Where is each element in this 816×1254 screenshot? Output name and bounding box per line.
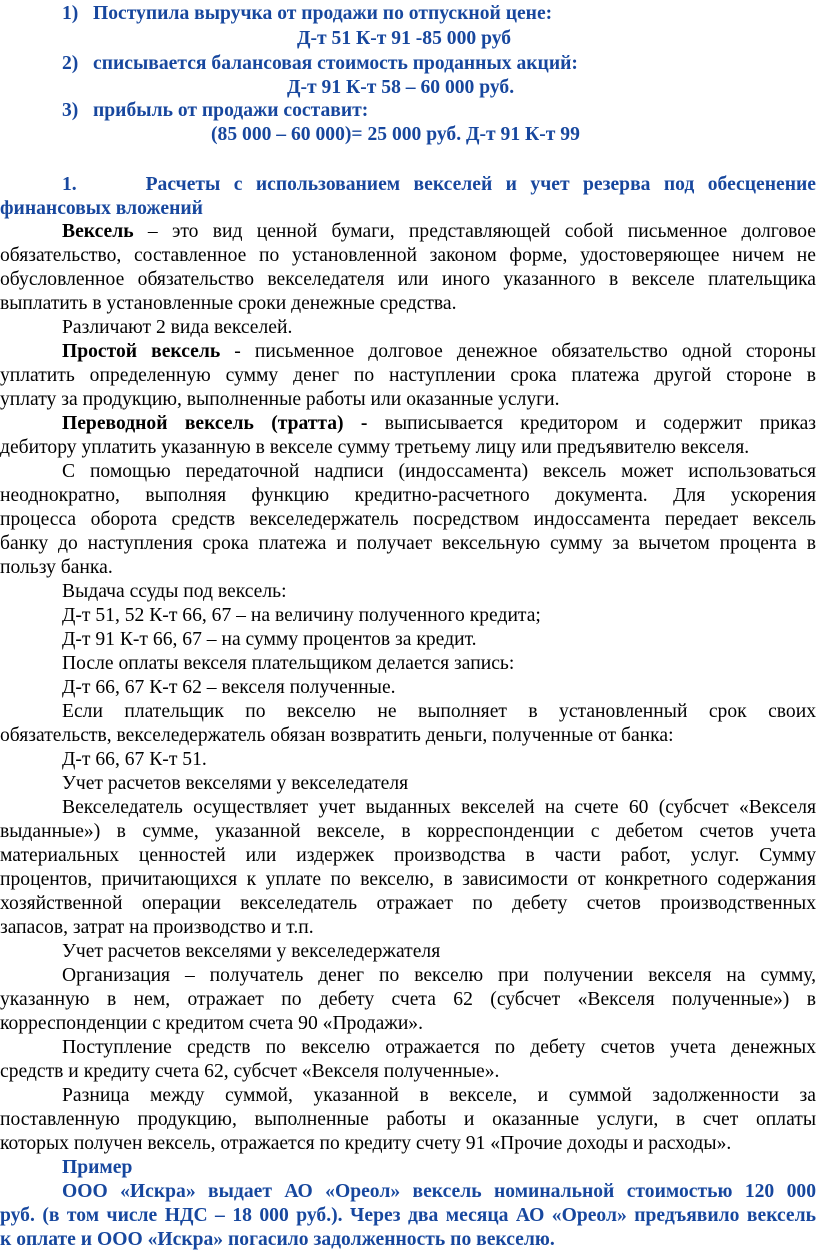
list-text: Поступила выручка от продажи по отпускной цене: bbox=[93, 3, 553, 24]
term: Переводной вексель (тратта) - bbox=[62, 413, 368, 434]
paragraph-line: Переводной вексель (тратта) - выписывается кредитором и содержит приказ bbox=[62, 413, 816, 434]
list-text: списывается балансовая стоимость проданных акций: bbox=[93, 53, 578, 74]
paragraph-line: обязательство, составленное по установленной законом форме, удостоверяющее ничем не bbox=[0, 245, 816, 266]
example-title: Пример bbox=[62, 1157, 133, 1178]
term: Вексель bbox=[62, 221, 134, 242]
paragraph-line: которых получен вексель, отражается по кредиту счету 91 «Прочие доходы и расходы». bbox=[0, 1133, 732, 1154]
paragraph-line: выплатить в установленные сроки денежные средства. bbox=[0, 293, 457, 314]
paragraph-line: обязательств, векселедержатель обязан возвратить деньги, полученные от банка: bbox=[0, 725, 674, 746]
paragraph-line: Если плательщик по векселю не выполняет в установленный срок своих bbox=[62, 701, 816, 722]
example-line: ООО «Искра» выдает АО «Ореол» вексель номинальной стоимостью 120 000 bbox=[62, 1181, 816, 1202]
paragraph-line: После оплаты векселя плательщиком делается запись: bbox=[62, 653, 515, 674]
paragraph-line: неоднократно, выполняя функцию кредитно-расчетного документа. Для ускорения bbox=[0, 485, 816, 506]
list-number: 2) bbox=[62, 53, 79, 74]
journal-entry: Д-т 51 К-т 91 -85 000 руб bbox=[297, 28, 512, 49]
paragraph-line: процесса оборота средств векселедержатель посредством индоссамента передает вексель bbox=[0, 509, 816, 530]
section-number: 1. bbox=[62, 174, 77, 195]
list-text: прибыль от продажи составит: bbox=[93, 100, 369, 121]
paragraph-line: обусловленное обязательство векселедателя или иного указанного в векселе плательщика bbox=[0, 269, 816, 290]
paragraph-line: указанную в нем, отражает по дебету счета 62 (субсчет «Векселя полученные») в bbox=[0, 989, 816, 1010]
paragraph-line: корреспонденции с кредитом счета 90 «Продажи». bbox=[0, 1013, 424, 1034]
paragraph-line: средств и кредиту счета 62, субсчет «Векселя полученные». bbox=[0, 1061, 500, 1082]
paragraph-line: хозяйственной операции векселедатель отражает по дебету счетов производственных bbox=[0, 893, 816, 914]
paragraph-line: Вексель – это вид ценной бумаги, представляющей собой письменное долговое bbox=[62, 221, 816, 242]
list-number: 3) bbox=[62, 100, 79, 121]
paragraph-line: банку до наступления срока платежа и получает вексельную сумму за вычетом процента в bbox=[0, 533, 816, 554]
subsection-title: Учет расчетов векселями у векселедержателя bbox=[62, 941, 441, 962]
paragraph-line: Д-т 91 К-т 66, 67 – на сумму процентов за кредит. bbox=[62, 629, 477, 650]
term: Простой вексель bbox=[62, 341, 221, 362]
paragraph-line: процентов, причитающихся к уплате по векселю, в зависимости от конкретного содержания bbox=[0, 869, 816, 890]
paragraph-line: пользу банка. bbox=[0, 557, 113, 578]
paragraph-line: материальных ценностей или издержек производства в части работ, услуг. Сумму bbox=[0, 845, 816, 866]
journal-entry: Д-т 91 К-т 58 – 60 000 руб. bbox=[287, 77, 515, 98]
paragraph-line: Различают 2 вида векселей. bbox=[62, 317, 293, 338]
paragraph-line: уплату за продукцию, выполненные работы или оказанные услуги. bbox=[0, 389, 560, 410]
paragraph-line: Организация – получатель денег по векселю при получении векселя на сумму, bbox=[62, 965, 816, 986]
list-item bbox=[0, 52, 816, 76]
paragraph-line: С помощью передаточной надписи (индоссамента) вексель может использоваться bbox=[62, 461, 816, 482]
paragraph-line: Простой вексель - письменное долговое денежное обязательство одной стороны bbox=[62, 341, 816, 362]
paragraph-line: Выдача ссуды под вексель: bbox=[62, 581, 287, 602]
section-heading-cont: финансовых вложений bbox=[0, 198, 203, 219]
paragraph-line: уплатить определенную сумму денег по наступлении срока платежа другой стороне в bbox=[0, 365, 816, 386]
example-line: к оплате и ООО «Искра» погасило задолженность по векселю. bbox=[0, 1229, 555, 1250]
example-line: руб. (в том числе НДС – 18 000 руб.). Через два месяца АО «Ореол» предъявило вексель bbox=[0, 1205, 816, 1226]
paragraph-line: Разница между суммой, указанной в векселе, и суммой задолженности за bbox=[62, 1085, 816, 1106]
paragraph-line: поставленную продукцию, выполненные работы и оказанные услуги, в счет оплаты bbox=[0, 1109, 816, 1130]
list-number: 1) bbox=[62, 3, 79, 24]
section-title: Расчеты с использованием векселей и учет резерва под обесценение bbox=[145, 174, 816, 195]
list-item bbox=[0, 99, 816, 123]
paragraph-line: Д-т 51, 52 К-т 66, 67 – на величину полученного кредита; bbox=[62, 605, 541, 626]
paragraph-line: Д-т 66, 67 К-т 62 – векселя полученные. bbox=[62, 677, 396, 698]
paragraph-line: выданные») в сумме, указанной векселе, в корреспонденции с дебетом счетов учета bbox=[0, 821, 816, 842]
subsection-title: Учет расчетов векселями у векселедателя bbox=[62, 773, 409, 794]
paragraph-line: Д-т 66, 67 К-т 51. bbox=[62, 749, 207, 770]
paragraph-line: дебитору уплатить указанную в векселе сумму третьему лицу или предъявителю векселя. bbox=[0, 437, 750, 458]
journal-entry: (85 000 – 60 000)= 25 000 руб. Д-т 91 К-т 99 bbox=[211, 124, 580, 145]
list-item bbox=[0, 2, 816, 26]
paragraph-line: Векселедатель осуществляет учет выданных векселей на счете 60 (субсчет «Векселя bbox=[62, 797, 816, 818]
paragraph-line: Поступление средств по векселю отражается по дебету счетов учета денежных bbox=[62, 1037, 816, 1058]
paragraph-line: запасов, затрат на производство и т.п. bbox=[0, 917, 314, 938]
section-heading bbox=[0, 173, 816, 197]
